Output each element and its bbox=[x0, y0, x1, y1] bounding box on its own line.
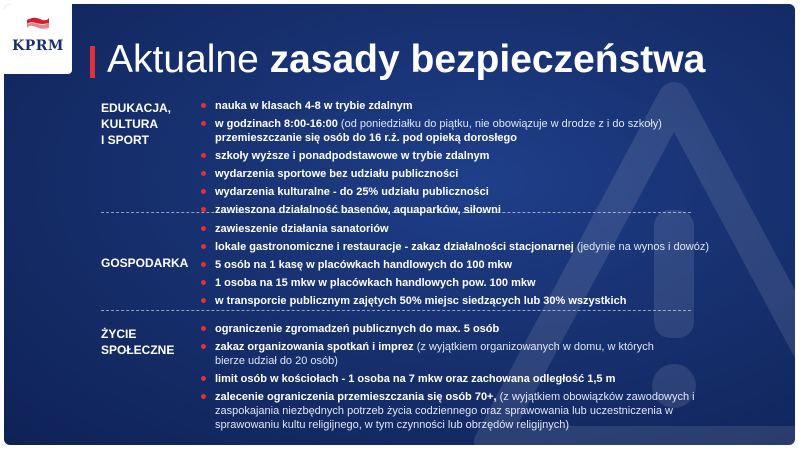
kprm-logo bbox=[4, 4, 72, 74]
list-item: wydarzenia kulturalne - do 25% udziału publiczności bbox=[201, 185, 671, 199]
category-economy: GOSPODARKA bbox=[101, 256, 189, 270]
bullet-icon bbox=[201, 298, 206, 303]
list-item: 5 osób na 1 kasę w placówkach handlowych do 100 mkw bbox=[201, 258, 761, 272]
bullet-icon bbox=[201, 280, 206, 285]
bullet-icon bbox=[201, 226, 206, 231]
polish-flag-icon bbox=[26, 16, 50, 30]
bullet-icon bbox=[201, 189, 206, 194]
bullet-icon bbox=[201, 121, 206, 126]
category-education: EDUKACJA, KULTURA I SPORT bbox=[101, 101, 172, 147]
economy-rules-list bbox=[201, 222, 761, 312]
list-item: 1 osoba na 15 mkw w placówkach handlowych pow. 100 mkw bbox=[201, 276, 761, 290]
bullet-icon bbox=[201, 326, 206, 331]
list-item: zawieszenie działania sanatoriów bbox=[201, 222, 761, 236]
bullet-icon bbox=[201, 171, 206, 176]
infographic-card bbox=[4, 4, 795, 445]
list-item: wydarzenia sportowe bez udziału publiczności bbox=[201, 167, 671, 181]
bullet-icon bbox=[201, 344, 206, 349]
list-item: ograniczenie zgromadzeń publicznych do max. 5 osób bbox=[201, 322, 681, 336]
list-item: zawieszona działalność basenów, aquaparków, siłowni bbox=[201, 203, 671, 217]
title-accent-bar bbox=[90, 46, 95, 78]
logo-text: KPRM bbox=[12, 38, 64, 54]
list-item: w godzinach 8:00-16:00 (od poniedziałku do piątku, nie obowiązuje w drodze z i do szkoły) przemieszczanie się osób do 16 r.ż. pod opieką dorosłego bbox=[201, 117, 665, 145]
list-item: lokale gastronomiczne i restauracje - zakaz działalności stacjonarnej (jedynie na wynos i dowóz) bbox=[201, 240, 761, 254]
bullet-icon bbox=[201, 376, 206, 381]
list-item: limit osób w kościołach - 1 osoba na 7 mkw oraz zachowana odległość 1,5 m bbox=[201, 372, 681, 386]
bullet-icon bbox=[201, 244, 206, 249]
list-item: w transporcie publicznym zajętych 50% miejsc siedzących lub 30% wszystkich bbox=[201, 294, 761, 308]
bullet-icon bbox=[201, 103, 206, 108]
list-item: zakaz organizowania spotkań i imprez (z wyjątkiem organizowanych w domu, w których bierze udział do 20 osób) bbox=[201, 340, 655, 368]
social-rules-list bbox=[201, 322, 695, 436]
category-social-life: ŻYCIE SPOŁECZNE bbox=[101, 327, 175, 357]
section-divider bbox=[101, 212, 691, 213]
bullet-icon bbox=[201, 153, 206, 158]
list-item: nauka w klasach 4-8 w trybie zdalnym bbox=[201, 99, 671, 113]
list-item: szkoły wyższe i ponadpodstawowe w trybie zdalnym bbox=[201, 149, 671, 163]
page-title: Aktualne zasady bezpieczeństwa bbox=[107, 38, 706, 81]
education-rules-list bbox=[201, 99, 671, 221]
bullet-icon bbox=[201, 394, 206, 399]
section-divider bbox=[101, 310, 691, 311]
bullet-icon bbox=[201, 262, 206, 267]
list-item: zalecenie ograniczenia przemieszczania się osób 70+, (z wyjątkiem obowiązków zawodowych i zaspokajania niezbędnych potrzeb życia codziennego oraz sprawowania lub uczestniczenia w sprawowaniu kultu religijnego, w tym czynności lub obrzędów religijnych) bbox=[201, 390, 695, 432]
